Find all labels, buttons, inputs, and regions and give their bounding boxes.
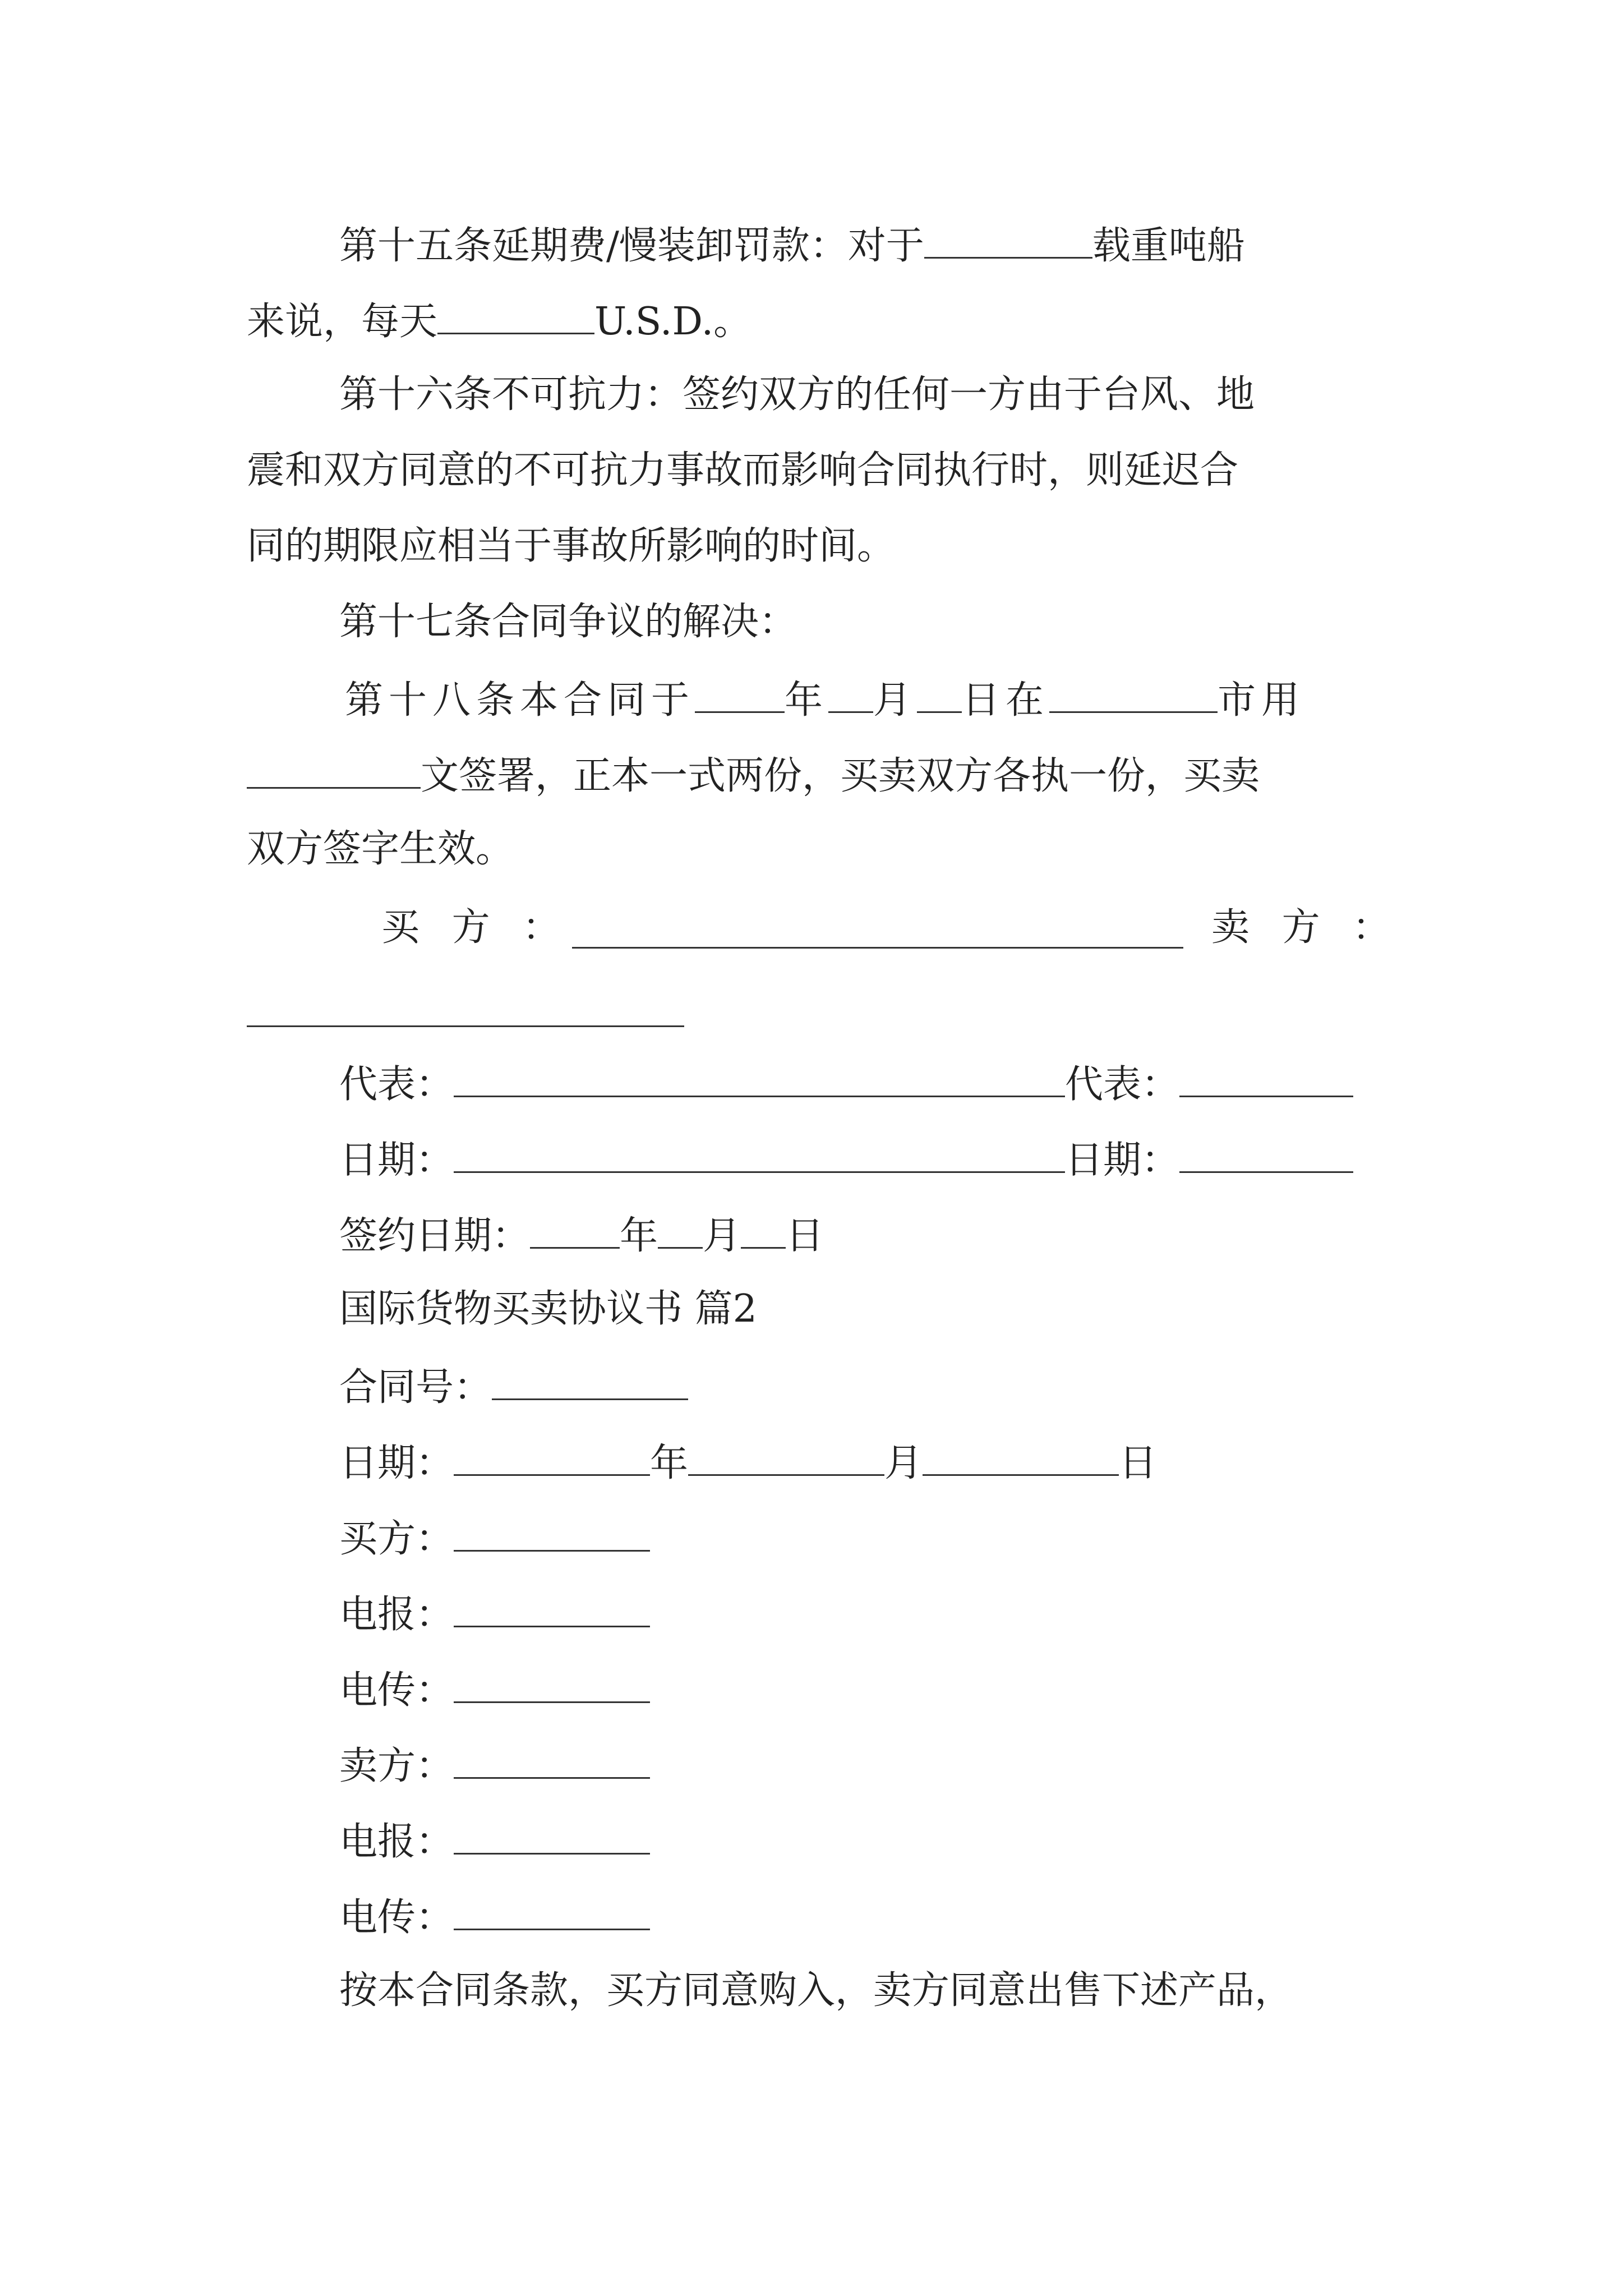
article15-text-d: U.S.D.。 xyxy=(594,300,752,344)
buyer-signature-blank[interactable] xyxy=(572,914,1183,949)
language-blank[interactable] xyxy=(247,754,421,789)
rep-row xyxy=(339,1062,1353,1107)
date2-month: 月 xyxy=(884,1441,923,1485)
article18-line1 xyxy=(345,678,1306,723)
sign-date-day: 日 xyxy=(786,1214,824,1258)
tonnage-blank[interactable] xyxy=(924,224,1092,259)
closing-line: 按本合同条款，买方同意购入，卖方同意出售下述产品， xyxy=(339,1968,1293,2013)
article15-text-a: 第十五条延期费/慢装卸罚款：对于 xyxy=(339,224,924,268)
date-left-label: 日期： xyxy=(339,1138,454,1182)
seller-cable-row xyxy=(339,1820,650,1864)
seller-cable-label: 电报： xyxy=(339,1820,454,1864)
buyer-cable-blank[interactable] xyxy=(454,1593,650,1627)
sign-date-month: 月 xyxy=(703,1214,741,1258)
buyer-telex-label: 电传： xyxy=(339,1668,454,1713)
article15-text-c: 来说，每天 xyxy=(247,300,438,344)
article18-text-2: 文签署，正本一式两份，买卖双方各执一份，买卖 xyxy=(421,754,1260,798)
article15-line2 xyxy=(247,300,752,344)
contract-no-label: 合同号： xyxy=(339,1365,492,1410)
article15-text-b: 载重吨船 xyxy=(1092,224,1245,268)
rep-left-blank[interactable] xyxy=(454,1063,1065,1097)
date-row xyxy=(339,1139,1353,1180)
date-right-blank[interactable] xyxy=(1179,1139,1353,1173)
year-label: 年 xyxy=(785,678,829,723)
sign-date-month-blank[interactable] xyxy=(658,1214,703,1249)
date-right-label: 日期： xyxy=(1065,1138,1180,1182)
article18-line2 xyxy=(247,754,1260,798)
date2-day: 日 xyxy=(1119,1441,1158,1485)
seller-blank[interactable] xyxy=(454,1745,650,1779)
seller-signature-blank[interactable] xyxy=(247,993,684,1027)
buyer-row xyxy=(339,1517,650,1561)
buyer-label: 买方： xyxy=(339,1517,454,1561)
article18-text: 第十八条本合同于 xyxy=(345,678,695,723)
buyer-telex-row xyxy=(339,1668,650,1713)
seller-label: 卖方： xyxy=(339,1744,454,1788)
date2-row xyxy=(339,1442,1157,1483)
article16-line1: 第十六条不可抗力：签约双方的任何一方由于台风、地 xyxy=(339,372,1255,417)
sign-year-blank[interactable] xyxy=(695,679,785,713)
article16-line2: 震和双方同意的不可抗力事故而影响合同执行时，则延迟合 xyxy=(247,448,1239,493)
seller-row xyxy=(339,1745,650,1786)
buyer-telex-blank[interactable] xyxy=(454,1669,650,1703)
sign-date-year-blank[interactable] xyxy=(530,1214,620,1249)
seller-cable-blank[interactable] xyxy=(454,1820,650,1855)
sign-month-blank[interactable] xyxy=(828,679,873,713)
date2-day-blank[interactable] xyxy=(923,1442,1119,1476)
article18-line3: 双方签字生效。 xyxy=(247,827,514,871)
sign-day-blank[interactable] xyxy=(917,679,962,713)
date-left-blank[interactable] xyxy=(454,1139,1065,1173)
city-label: 市用 xyxy=(1218,678,1306,723)
buyer-signature-label: 买 方 ： xyxy=(381,905,571,950)
sign-date-label: 签约日期： xyxy=(339,1214,531,1258)
contract-no-row xyxy=(339,1365,688,1410)
seller-telex-label: 电传： xyxy=(339,1895,454,1940)
section2-title: 国际货物买卖协议书 篇2 xyxy=(339,1287,757,1331)
article16-line3: 同的期限应相当于事故所影响的时间。 xyxy=(247,524,896,568)
seller-signature-label: 卖 方 ： xyxy=(1211,905,1401,950)
date2-year: 年 xyxy=(650,1441,689,1485)
article17: 第十七条合同争议的解决： xyxy=(339,600,797,644)
date2-label: 日期： xyxy=(339,1441,454,1485)
city-blank[interactable] xyxy=(1049,679,1218,713)
sign-date-row xyxy=(339,1214,824,1258)
sign-date-day-blank[interactable] xyxy=(741,1214,786,1249)
daily-rate-blank[interactable] xyxy=(437,300,594,334)
month-label: 月 xyxy=(873,678,917,723)
day-label: 日在 xyxy=(962,678,1050,723)
rep-right-blank[interactable] xyxy=(1179,1063,1353,1097)
seller-telex-blank[interactable] xyxy=(454,1896,650,1930)
contract-no-blank[interactable] xyxy=(492,1366,688,1400)
sign-date-year: 年 xyxy=(620,1214,658,1258)
buyer-blank[interactable] xyxy=(454,1517,650,1552)
date2-month-blank[interactable] xyxy=(688,1442,884,1476)
rep-right-label: 代表： xyxy=(1065,1062,1180,1107)
buyer-cable-row xyxy=(339,1593,650,1637)
article15-line1 xyxy=(339,224,1245,268)
rep-left-label: 代表： xyxy=(339,1062,454,1107)
date2-year-blank[interactable] xyxy=(454,1442,650,1476)
seller-telex-row xyxy=(339,1895,650,1940)
buyer-cable-label: 电报： xyxy=(339,1593,454,1637)
